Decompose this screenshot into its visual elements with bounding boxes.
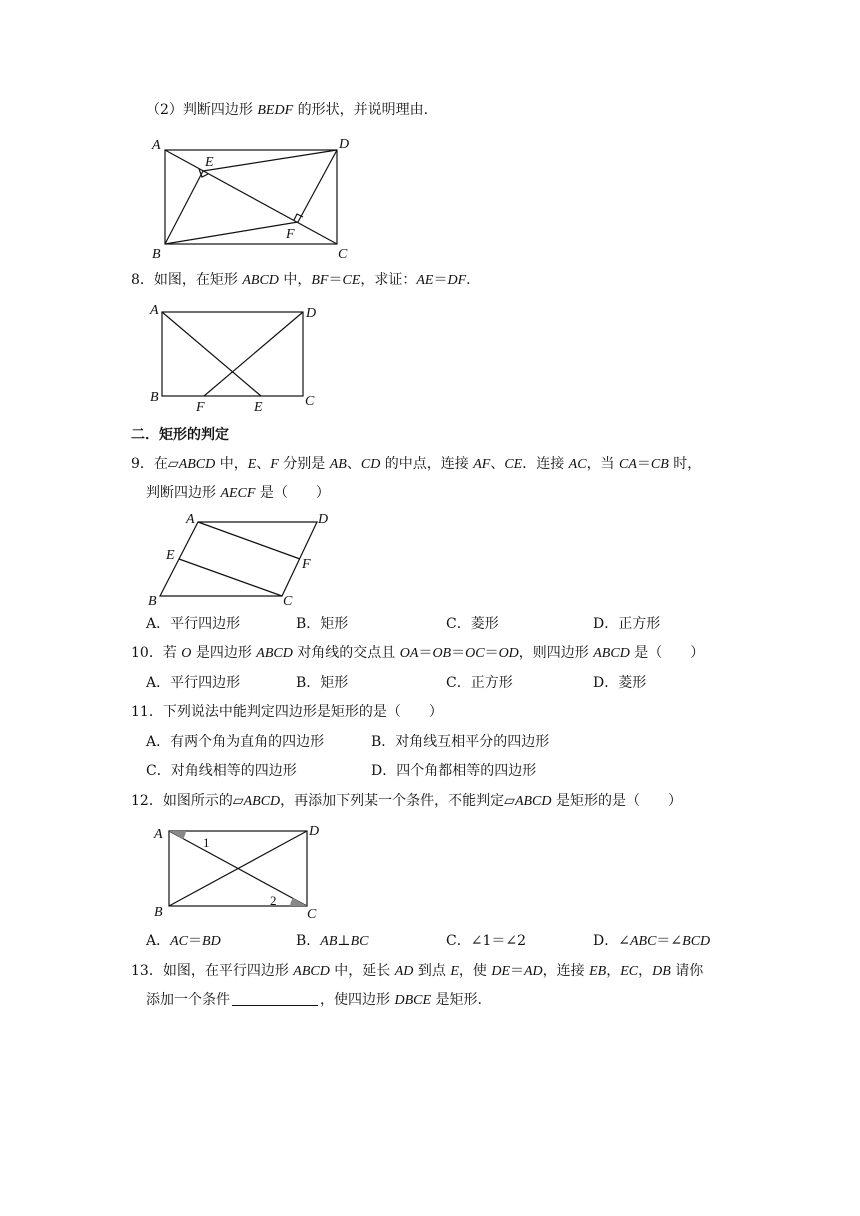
- answer-blank[interactable]: [232, 991, 318, 1006]
- q12-option-b[interactable]: B．AB⊥BC: [296, 933, 369, 949]
- segment-fd: [298, 150, 337, 222]
- q10-option-b[interactable]: B．矩形: [296, 675, 349, 691]
- question-11: 11．下列说法中能判定四边形是矩形的是（ ）: [131, 704, 443, 720]
- label-b-4: B: [154, 905, 163, 920]
- label-a-3: A: [186, 512, 195, 527]
- label-angle-1: 1: [203, 835, 210, 850]
- q7-part2-text: （2）判断四边形 BEDF 的形状，并说明理由.: [146, 102, 429, 118]
- q9-option-c[interactable]: C．菱形: [446, 616, 499, 632]
- section-heading-rectangle-judgment: 二．矩形的判定: [131, 427, 229, 443]
- parallelogram-symbol: ▱: [167, 456, 179, 472]
- segment-bf: [165, 222, 298, 244]
- q11-option-a[interactable]: A．有两个角为直角的四边形: [146, 734, 325, 750]
- label-a-2: A: [150, 303, 159, 318]
- question-8: 8．如图，在矩形 ABCD 中，BF＝CE，求证：AE＝DF.: [131, 272, 471, 288]
- angle-mark-1: [169, 831, 186, 839]
- q12-option-d[interactable]: D．∠ABC＝∠BCD: [593, 933, 711, 949]
- q12-option-c[interactable]: C．∠1＝∠2: [446, 933, 526, 949]
- q9-option-a[interactable]: A．平行四边形: [146, 616, 241, 632]
- label-f-3: F: [302, 557, 311, 572]
- label-d-2: D: [306, 306, 317, 321]
- question-13-line1: 13．如图，在平行四边形 ABCD 中，延长 AD 到点 E，使 DE＝AD，连接 EB，EC，DB 请你: [131, 963, 704, 979]
- label-b-2: B: [150, 390, 159, 405]
- q9-option-d[interactable]: D．正方形: [593, 616, 661, 632]
- question-13-line2: 添加一个条件 ，使四边形 DBCE 是矩形.: [146, 992, 482, 1008]
- q12-option-a[interactable]: A．AC＝BD: [146, 933, 221, 949]
- q11-option-c[interactable]: C．对角线相等的四边形: [146, 763, 297, 779]
- label-d-4: D: [309, 824, 320, 839]
- parallelogram-symbol: ▱: [504, 793, 515, 809]
- label-a: A: [152, 138, 161, 153]
- segment-be: [165, 171, 203, 244]
- q11-option-d[interactable]: D．四个角都相等的四边形: [371, 763, 537, 779]
- parallelogram-symbol: ▱: [232, 793, 244, 809]
- label-c: C: [338, 247, 348, 262]
- label-e: E: [205, 155, 214, 170]
- label-b-3: B: [148, 594, 157, 609]
- label-angle-2: 2: [270, 893, 277, 908]
- label-e-2: E: [254, 400, 263, 415]
- angle-mark-2: [290, 898, 307, 906]
- segment-ec: [179, 559, 282, 596]
- label-d-3: D: [318, 512, 329, 527]
- label-d: D: [339, 137, 350, 152]
- segment-df: [204, 312, 303, 396]
- label-e-3: E: [166, 548, 175, 563]
- q10-option-c[interactable]: C．正方形: [446, 675, 513, 691]
- label-f-2: F: [196, 400, 205, 415]
- rect-abcd-2: [162, 312, 303, 396]
- segment-ed: [203, 150, 337, 171]
- q11-option-b[interactable]: B．对角线互相平分的四边形: [371, 734, 550, 750]
- segment-af: [198, 522, 300, 559]
- label-f: F: [286, 227, 295, 242]
- label-c-4: C: [307, 907, 317, 922]
- question-12: 12．如图所示的▱ABCD，再添加下列某一个条件，不能判定▱ABCD 是矩形的是（ ）: [131, 793, 682, 809]
- label-a-4: A: [154, 827, 163, 842]
- q10-option-a[interactable]: A．平行四边形: [146, 675, 241, 691]
- label-c-2: C: [305, 394, 315, 409]
- parallelogram-abcd: [160, 522, 317, 596]
- label-b: B: [152, 247, 161, 262]
- q10-option-d[interactable]: D．菱形: [593, 675, 647, 691]
- question-10: 10．若 O 是四边形 ABCD 对角线的交点且 OA＝OB＝OC＝OD，则四边形 ABCD 是（ ）: [131, 645, 705, 661]
- segment-ae: [162, 312, 261, 396]
- question-9-line2: 判断四边形 AECF 是（ ）: [146, 485, 330, 501]
- q9-option-b[interactable]: B．矩形: [296, 616, 349, 632]
- label-c-3: C: [283, 594, 293, 609]
- question-9-line1: 9．在▱ABCD 中，E、F 分别是 AB、CD 的中点，连接 AF、CE．连接 AC，当 CA＝CB 时，: [131, 456, 702, 472]
